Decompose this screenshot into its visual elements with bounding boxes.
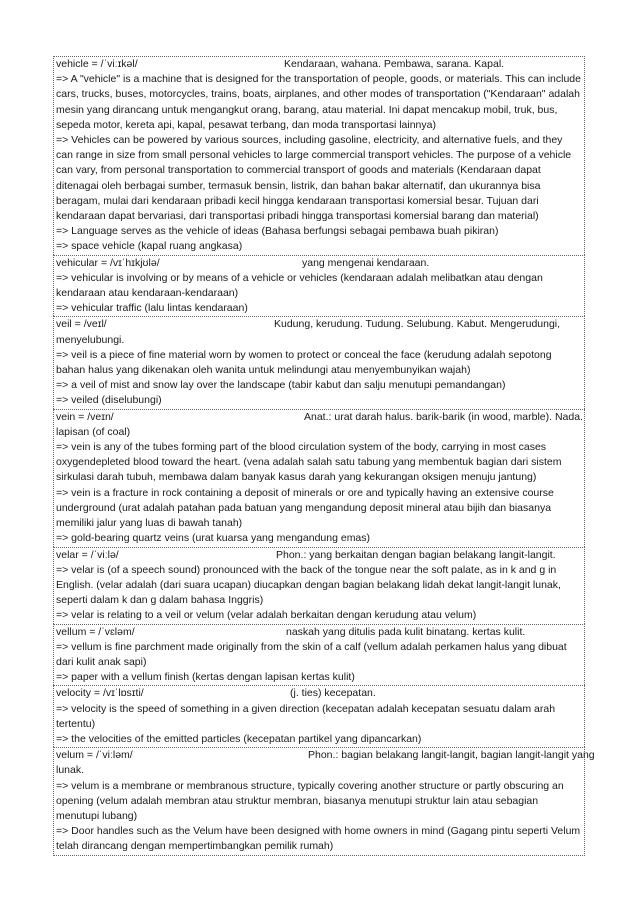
headword: velum = /ˈviːləm/: [56, 749, 133, 762]
entry: [53, 747, 595, 855]
translation: yang mengenai kendaraan.: [302, 256, 430, 269]
translation-continued: lunak.: [56, 764, 85, 777]
entry-heading: [56, 686, 582, 701]
example-line: => a veil of mist and snow lay over the landscape (tabir kabut dan salju menutupi pemandangan): [56, 379, 506, 392]
example-line: => velar is relating to a veil or velum (velar adalah berkaitan dengan kerudung atau velum): [56, 609, 477, 622]
entry: [53, 685, 585, 747]
headword: vehicular = /vɪˈhɪkjʊlə/: [56, 256, 160, 269]
translation: naskah yang ditulis pada kulit binatang. kertas kulit.: [286, 625, 526, 638]
example-line: => vein is any of the tubes forming part of the blood circulation system of the body, carrying in most cases oxygendepleted blood toward the heart. (vena adalah salah satu tabung yang membentuk bagian dari sistem sirkulasi darah tubuh, membawa dalam banyak kasus darah yang kekurangan oksigen menuju jantung): [56, 441, 562, 484]
translation-continued: lapisan (of coal): [56, 425, 131, 438]
entry: [53, 316, 585, 408]
translation: Kudung, kerudung. Tudung. Selubung. Kabut. Mengerudungi,: [274, 318, 561, 331]
translation: Phon.: yang berkaitan dengan bagian belakang langit-langit.: [276, 548, 556, 561]
entry-heading: [56, 410, 582, 425]
entry-heading: [56, 548, 582, 563]
example-line: => velocity is the speed of something in a given direction (kecepatan adalah kecepatan sesuatu dalam arah tertentu): [56, 702, 556, 730]
headword: veil = /veɪl/: [56, 318, 107, 331]
example-line: => vein is a fracture in rock containing a deposit of minerals or ore and typically having an extensive course underground (urat adalah patahan pada batuan yang mengandung deposit mineral atau bijih dan biasanya memiliki jalur yang luas di bawah tanah): [56, 486, 554, 530]
example-line: => velar is (of a speech sound) pronounced with the back of the tongue near the soft palate, as in k and g in English. (velar adalah (dari suara ucapan) diucapkan dengan bagian belakang lidah dekat langit-langit lunak, seperti dalam k dan g dalam bahasa Inggris): [56, 563, 561, 607]
headword: vellum = /ˈvɛləm/: [56, 625, 135, 638]
entry-heading: [56, 625, 582, 640]
entry-heading: [56, 256, 582, 271]
example-line: => veiled (diselubungi): [56, 394, 162, 407]
entry: [53, 255, 585, 317]
entry-heading: [56, 57, 582, 72]
example-line: => vehicular traffic (lalu lintas kendaraan): [56, 302, 248, 315]
translation: Phon.: bagian belakang langit-langit, bagian langit-langit yang: [308, 749, 595, 762]
example-line: => Vehicles can be powered by various sources, including gasoline, electricity, and alternative fuels, and they can range in size from small personal vehicles to large commercial transport vehicles. The purpose of a vehicle can vary, from personal transportation to commercial transport of goods and materials (Kendaraan dapat ditenagai oleh berbagai sumber, termasuk bensin, listrik, dan bahan bakar alternatif, dan ukurannya bisa beragam, mulai dari kendaraan pribadi kecil hingga kendaraan transportasi komersial besar. Tujuan dari kendaraan dapat bervariasi, dari transportasi pribadi hingga transportasi komersial barang dan material): [56, 134, 572, 223]
translation: Kendaraan, wahana. Pembawa, sarana. Kapal.: [284, 58, 505, 70]
example-line: => paper with a vellum finish (kertas dengan lapisan kertas kulit): [56, 671, 355, 684]
headword: vein = /veɪn/: [56, 410, 114, 423]
example-line: => space vehicle (kapal ruang angkasa): [56, 240, 243, 253]
entry: [53, 547, 585, 624]
example-line: => A "vehicle" is a machine that is designed for the transportation of people, goods, or materials. This can include cars, trucks, buses, motorcycles, trains, boats, airplanes, and other modes of transportation ("Kendaraan" adalah mesin yang dirancang untuk mengangkut orang, barang, atau material. Ini dapat mencakup mobil, truk, bus, sepeda motor, kereta api, kapal, pesawat terbang, dan moda transportasi lainnya): [56, 73, 581, 131]
entry: [53, 409, 585, 547]
example-line: => Door handles such as the Velum have been designed with home owners in mind (Gagang pintu seperti Velum telah dirancang dengan mempertimbangkan pemilik rumah): [56, 825, 581, 853]
headword: vehicle = /ˈviːɪkəl/: [56, 58, 138, 70]
glossary-document: [53, 56, 595, 856]
translation: (j. ties) kecepatan.: [290, 687, 376, 700]
entry-heading: [56, 748, 595, 763]
translation: Anat.: urat darah halus. barik-barik (in wood, marble). Nada.: [304, 410, 583, 423]
example-line: => velum is a membrane or membranous structure, typically covering another structure or partly obscuring an opening (velum adalah membran atau struktur membran, biasanya menutupi struktur lain atau sebagian menutupi lubang): [56, 779, 564, 822]
headword: velocity = /vɪˈlɒsɪti/: [56, 687, 144, 700]
entry: [53, 624, 585, 686]
translation-continued: menyelubungi.: [56, 333, 125, 346]
example-line: => gold-bearing quartz veins (urat kuarsa yang mengandung emas): [56, 532, 371, 545]
example-line: => vehicular is involving or by means of a vehicle or vehicles (kendaraan adalah melibatkan atau dengan kendaraan atau kendaraan-kendaraan): [56, 271, 543, 300]
headword: velar = /ˈviːlə/: [56, 548, 119, 561]
example-line: => the velocities of the emitted particles (kecepatan partikel yang dipancarkan): [56, 732, 422, 745]
entry-heading: [56, 317, 582, 332]
entry: [53, 56, 585, 255]
example-line: => Language serves as the vehicle of ideas (Bahasa berfungsi sebagai pembawa buah pikiran): [56, 225, 499, 238]
example-line: => vellum is fine parchment made originally from the skin of a calf (vellum adalah perkamen halus yang dibuat dari kulit anak sapi): [56, 640, 567, 668]
example-line: => veil is a piece of fine material worn by women to protect or conceal the face (kerudung adalah sepotong bahan halus yang dikenakan oleh wanita untuk melindungi atau menyembunyikan wajah): [56, 348, 552, 377]
